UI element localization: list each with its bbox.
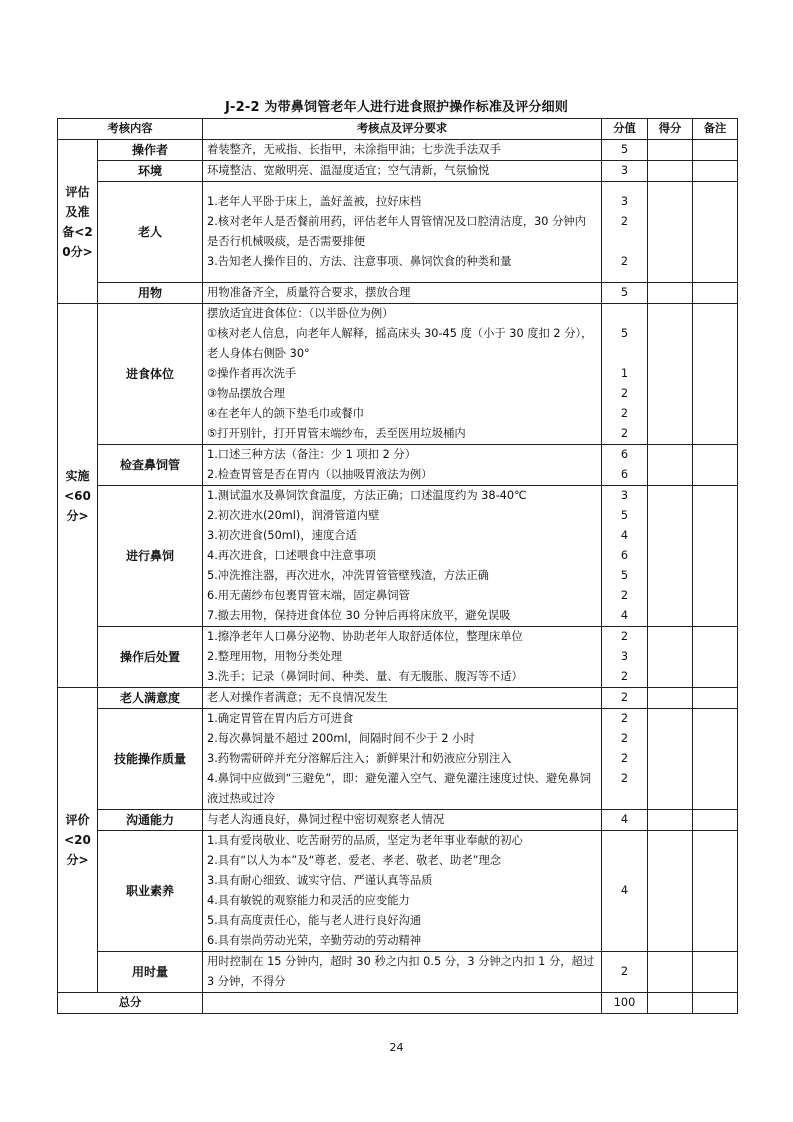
- requirement-line: ④在老年人的颌下垫毛巾或餐巾: [207, 407, 365, 420]
- item-name: 用物: [98, 283, 203, 304]
- remark-cell: [693, 688, 738, 709]
- total-label: 总分: [58, 993, 203, 1014]
- table-body: [58, 140, 738, 993]
- requirement-line: 4.再次进食，口述喂食中注意事项: [207, 549, 376, 562]
- requirement-line: 4.鼻饲中应做到“三避免”，即：避免灌入空气、避免灌注速度过快、避免鼻饲液过热或过冷: [207, 772, 592, 805]
- points-value: 6: [620, 448, 629, 461]
- total-score: 100: [602, 993, 648, 1014]
- points-value: 1: [620, 367, 629, 380]
- item-requirements: [203, 709, 602, 810]
- score-cell: [648, 304, 693, 445]
- item-requirements: [203, 831, 602, 952]
- item-points: [602, 952, 648, 993]
- points-value: 2: [620, 752, 629, 765]
- item-requirements: [203, 688, 602, 709]
- requirement-line: 3.洗手；记录（鼻饲时间、种类、量、有无腹胀、腹泻等不适）: [207, 670, 523, 683]
- remark-cell: [693, 445, 738, 486]
- requirement-line: 着装整齐，无戒指、长指甲，未涂指甲油；七步洗手法双手: [207, 143, 501, 156]
- total-score-blank: [648, 993, 693, 1014]
- requirement-line: 3.告知老人操作目的、方法、注意事项、鼻饲饮食的种类和量: [207, 255, 512, 268]
- requirement-line: 2.初次进水(20ml)，润滑管道内壁: [207, 509, 380, 522]
- points-value: 2: [620, 670, 629, 683]
- points-value: 2: [620, 255, 629, 268]
- score-cell: [648, 140, 693, 161]
- requirement-line: 6.用无菌纱布包裹胃管末端，固定鼻饲管: [207, 589, 410, 602]
- remark-cell: [693, 182, 738, 283]
- item-name: 检查鼻饲管: [98, 445, 203, 486]
- requirement-line: 与老人沟通良好，鼻饲过程中密切观察老人情况: [207, 813, 445, 826]
- points-value: 2: [620, 589, 629, 602]
- score-cell: [648, 445, 693, 486]
- item-requirements: [203, 952, 602, 993]
- requirement-line: 6.具有崇尚劳动光荣，辛勤劳动的劳动精神: [207, 934, 422, 947]
- item-requirements: [203, 445, 602, 486]
- item-name: 操作后处置: [98, 627, 203, 688]
- points-value: 2: [620, 712, 629, 725]
- table-row: [58, 709, 738, 810]
- category-cell: 实施<60分>: [58, 304, 98, 688]
- header-content: 考核内容: [58, 119, 203, 140]
- requirement-line: 5.冲洗推注器，再次进水，冲洗胃管管壁残渣，方法正确: [207, 569, 489, 582]
- points-value: 2: [620, 387, 629, 400]
- page-title: J-2-2 为带鼻饲管老年人进行进食照护操作标准及评分细则: [224, 100, 569, 115]
- remark-cell: [693, 810, 738, 831]
- requirement-line: 3.具有耐心细致、诚实守信、严谨认真等品质: [207, 874, 433, 887]
- item-name: 老人满意度: [98, 688, 203, 709]
- requirement-line: 环境整洁、宽敞明亮、温湿度适宜；空气清新，气氛愉悦: [207, 164, 490, 177]
- item-name: 沟通能力: [98, 810, 203, 831]
- table-row: [58, 182, 738, 283]
- requirement-line: 4.具有敏锐的观察能力和灵活的应变能力: [207, 894, 410, 907]
- total-remark-blank: [693, 993, 738, 1014]
- requirement-line: 2.具有“以人为本”及“尊老、爱老、孝老、敬老、助老”理念: [207, 854, 502, 867]
- header-points: 分值: [602, 119, 648, 140]
- requirement-line: 7.撤去用物，保持进食体位 30 分钟后再将床放平，避免误吸: [207, 609, 511, 622]
- requirement-line: 2.检查胃管是否在胃内（以抽吸胃液法为例）: [207, 468, 433, 481]
- category-cell: 评估及准备<20分>: [58, 140, 98, 304]
- item-requirements: [203, 283, 602, 304]
- requirement-line: 摆放适宜进食体位：（以半卧位为例）: [207, 307, 394, 320]
- requirement-line: 2.核对老年人是否餐前用药，评估老年人胃管情况及口腔清洁度，30 分钟内是否行机械吸痰，是否需要排便: [207, 215, 586, 248]
- item-points: [602, 161, 648, 182]
- points-value: 3: [620, 195, 629, 208]
- requirement-line: 2.整理用物，用物分类处理: [207, 650, 343, 663]
- score-cell: [648, 688, 693, 709]
- points-value: 2: [620, 407, 629, 420]
- item-name: 老人: [98, 182, 203, 283]
- item-requirements: [203, 486, 602, 627]
- header-score: 得分: [648, 119, 693, 140]
- remark-cell: [693, 952, 738, 993]
- remark-cell: [693, 627, 738, 688]
- points-value: 4: [620, 884, 629, 897]
- table-row: [58, 161, 738, 182]
- table-header-row: [58, 119, 738, 140]
- requirement-line: ①核对老人信息，向老年人解释，摇高床头 30-45 度（小于 30 度扣 2 分），老人身体右侧卧 30°: [207, 327, 593, 360]
- item-requirements: [203, 161, 602, 182]
- requirement-line: 5.具有高度责任心，能与老人进行良好沟通: [207, 914, 422, 927]
- item-points: [602, 709, 648, 810]
- table-row: [58, 486, 738, 627]
- points-value: 2: [620, 965, 629, 978]
- requirement-line: 1.测试温水及鼻饲饮食温度，方法正确；口述温度约为 38-40℃: [207, 489, 527, 502]
- score-cell: [648, 161, 693, 182]
- table-row: [58, 810, 738, 831]
- requirement-line: 3.初次进食(50ml)，速度合适: [207, 529, 357, 542]
- item-points: [602, 140, 648, 161]
- score-cell: [648, 952, 693, 993]
- remark-cell: [693, 304, 738, 445]
- item-name: 用时量: [98, 952, 203, 993]
- table-row: [58, 831, 738, 952]
- points-value: 2: [620, 215, 629, 228]
- item-name: 操作者: [98, 140, 203, 161]
- score-cell: [648, 831, 693, 952]
- points-value: 4: [620, 609, 629, 622]
- points-value: 6: [620, 549, 629, 562]
- requirement-line: 3.药物需研碎并充分溶解后注入；新鲜果汁和奶液应分别注入: [207, 752, 512, 765]
- scoring-table: [57, 118, 738, 1014]
- points-value: 4: [620, 813, 629, 826]
- item-points: [602, 283, 648, 304]
- table-row: [58, 627, 738, 688]
- remark-cell: [693, 831, 738, 952]
- item-requirements: [203, 627, 602, 688]
- points-value: 5: [620, 569, 629, 582]
- points-value: 4: [620, 529, 629, 542]
- points-value: [602, 304, 647, 324]
- requirement-line: 用时控制在 15 分钟内，超时 30 秒之内扣 0.5 分，3 分钟之内扣 1 分，超过 3 分钟，不得分: [207, 955, 595, 988]
- total-row: [58, 993, 738, 1014]
- score-cell: [648, 810, 693, 831]
- remark-cell: [693, 283, 738, 304]
- points-value: 2: [620, 630, 629, 643]
- header-remarks: 备注: [693, 119, 738, 140]
- score-cell: [648, 709, 693, 810]
- item-requirements: [203, 810, 602, 831]
- item-points: [602, 486, 648, 627]
- points-value: 2: [620, 427, 629, 440]
- requirement-line: ⑤打开别针，打开胃管末端纱布，丢至医用垃圾桶内: [207, 427, 466, 440]
- item-name: 进行鼻饲: [98, 486, 203, 627]
- table-row: [58, 304, 738, 445]
- points-value: 3: [620, 650, 629, 663]
- item-requirements: [203, 140, 602, 161]
- requirement-line: ③物品摆放合理: [207, 387, 285, 400]
- points-value: 6: [620, 468, 629, 481]
- item-name: 进食体位: [98, 304, 203, 445]
- score-cell: [648, 283, 693, 304]
- score-cell: [648, 627, 693, 688]
- points-value: 2: [620, 691, 629, 704]
- requirement-line: 1.口述三种方法（备注：少 1 项扣 2 分）: [207, 448, 416, 461]
- table-row: [58, 445, 738, 486]
- points-value: 2: [620, 732, 629, 745]
- score-cell: [648, 182, 693, 283]
- points-value: 3: [620, 489, 629, 502]
- points-value: 5: [620, 509, 629, 522]
- item-requirements: [203, 182, 602, 283]
- remark-cell: [693, 709, 738, 810]
- requirement-line: 2.每次鼻饲量不超过 200ml，间隔时间不少于 2 小时: [207, 732, 475, 745]
- requirement-line: 用物准备齐全，质量符合要求，摆放合理: [207, 286, 411, 299]
- item-name: 环境: [98, 161, 203, 182]
- item-name: 职业素养: [98, 831, 203, 952]
- item-requirements: [203, 304, 602, 445]
- table-row: [58, 140, 738, 161]
- item-points: [602, 810, 648, 831]
- item-points: [602, 688, 648, 709]
- total-empty-cell: [203, 993, 602, 1014]
- points-value: 5: [620, 143, 629, 156]
- points-value: 3: [620, 164, 629, 177]
- points-value: 5: [620, 327, 629, 340]
- score-cell: [648, 486, 693, 627]
- item-points: [602, 304, 648, 445]
- item-points: [602, 182, 648, 283]
- remark-cell: [693, 140, 738, 161]
- table-row: [58, 952, 738, 993]
- requirement-line: 1.擦净老年人口鼻分泌物、协助老年人取舒适体位，整理床单位: [207, 630, 523, 643]
- remark-cell: [693, 486, 738, 627]
- remark-cell: [693, 161, 738, 182]
- item-points: [602, 831, 648, 952]
- table-row: [58, 688, 738, 709]
- requirement-line: 1.具有爱岗敬业、吃苦耐劳的品质，坚定为老年事业奉献的初心: [207, 834, 523, 847]
- points-value: 5: [620, 286, 629, 299]
- requirement-line: ②操作者再次洗手: [207, 367, 297, 380]
- requirement-line: 1.老年人平卧于床上，盖好盖被，拉好床档: [207, 195, 422, 208]
- item-points: [602, 445, 648, 486]
- requirement-line: 1.确定胃管在胃内后方可进食: [207, 712, 354, 725]
- item-name: 技能操作质量: [98, 709, 203, 810]
- category-cell: 评价<20分>: [58, 688, 98, 993]
- item-points: [602, 627, 648, 688]
- header-requirements: 考核点及评分要求: [203, 119, 602, 140]
- page-number: 24: [389, 1041, 404, 1054]
- requirement-line: 老人对操作者满意；无不良情况发生: [207, 691, 388, 704]
- table-row: [58, 283, 738, 304]
- points-value: 2: [620, 772, 629, 785]
